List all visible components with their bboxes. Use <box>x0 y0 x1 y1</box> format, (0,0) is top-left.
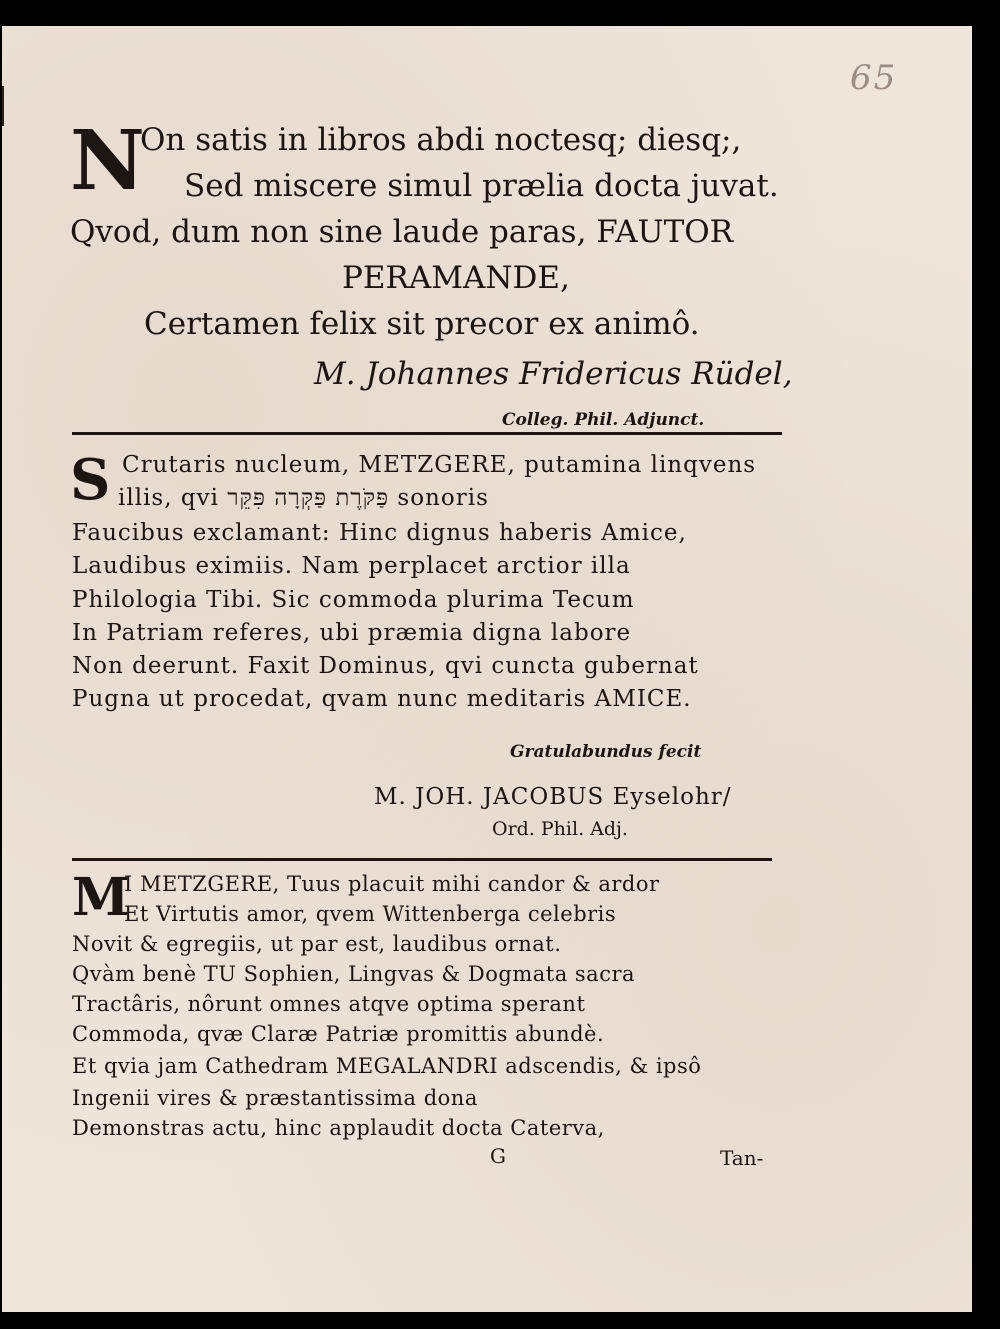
poem2-affiliation: Ord. Phil. Adj. <box>492 818 628 840</box>
poem3-line-4: Qvàm benè TU Sophien, Lingvas & Dogmata sacra <box>72 962 636 986</box>
poem1-line-3: Qvod, dum non sine laude paras, FAUTOR <box>70 214 734 250</box>
poem1-line-2: Sed miscere simul prælia docta juvat. <box>184 168 779 204</box>
poem1-affiliation: Colleg. Phil. Adjunct. <box>502 410 705 430</box>
poem3-line-6: Commoda, qvæ Claræ Patriæ promittis abundè. <box>72 1022 605 1046</box>
poem2-line-7: Non deerunt. Faxit Dominus, qvi cuncta gubernat <box>72 653 699 679</box>
divider-rule-1 <box>72 432 782 435</box>
gutter-mark <box>2 86 4 126</box>
poem1-signature: M. Johannes Fridericus Rüdel, <box>314 356 793 392</box>
dropcap-n: N <box>70 113 145 209</box>
poem2-line-2: illis, qvi פַּקֹּרֶת פַּקְּרָה פִּקֵּר sonoris <box>118 485 489 511</box>
folio-number: 65 <box>850 58 898 98</box>
poem2-line-8: Pugna ut procedat, qvam nunc meditaris AMICE. <box>72 686 692 712</box>
divider-rule-2 <box>72 858 772 861</box>
poem2-line-5: Philologia Tibi. Sic commoda plurima Tecum <box>72 587 635 613</box>
poem1-line-1: On satis in libros abdi noctesq; diesq;, <box>140 122 742 158</box>
poem3-line-5: Tractâris, nôrunt omnes atqve optima sperant <box>72 992 586 1016</box>
poem2-signature: M. JOH. JACOBUS Eyselohr/ <box>374 784 732 810</box>
poem3-line-1: I METZGERE, Tuus placuit mihi candor & ardor <box>124 872 660 896</box>
poem3-line-3: Novit & egregiis, ut par est, laudibus ornat. <box>72 932 562 956</box>
poem3-line-2: Et Virtutis amor, qvem Wittenberga celebris <box>124 902 617 926</box>
catchword: Tan- <box>720 1146 764 1170</box>
poem1-line-5: Certamen felix sit precor ex animô. <box>144 306 700 342</box>
poem2-line-1: Crutaris nucleum, METZGERE, putamina linqvens <box>122 452 757 478</box>
poem3-line-7: Et qvia jam Cathedram MEGALANDRI adscendis, & ipsô <box>72 1054 702 1078</box>
dropcap-s: S <box>70 447 111 513</box>
poem3-line-8: Ingenii vires & præstantissima dona <box>72 1086 478 1110</box>
poem2-line-4: Laudibus eximiis. Nam perplacet arctior illa <box>72 553 631 579</box>
poem1-line-4: PERAMANDE, <box>342 260 570 296</box>
poem2-line-6: In Patriam referes, ubi præmia digna labore <box>72 620 632 646</box>
signature-mark: G <box>490 1144 506 1168</box>
dropcap-m: M <box>72 867 130 928</box>
poem3-line-9: Demonstras actu, hinc applaudit docta Caterva, <box>72 1116 605 1140</box>
poem2-line-3: Faucibus exclamant: Hinc dignus haberis Amice, <box>72 520 687 546</box>
poem2-note: Gratulabundus fecit <box>510 742 702 762</box>
book-page <box>2 26 972 1312</box>
